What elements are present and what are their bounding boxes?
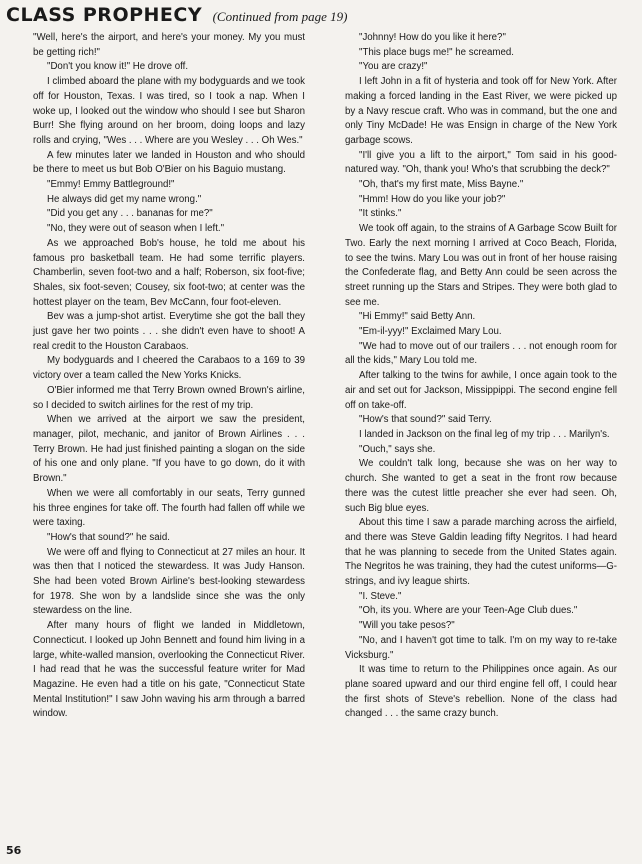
paragraph: "Don't you know it!" He drove off. (47, 61, 189, 73)
paragraph: "Johnny! How do you like it here?" (359, 32, 506, 43)
paragraph: "Oh, its you. Where are your Teen-Age Club dues." (359, 605, 578, 617)
paragraph: "Em-il-yyy!" Exclaimed Mary Lou. (359, 326, 502, 338)
paragraph: After many hours of flight we landed in Middletown, Connecticut. I looked up John Bennett and found him living in a large, white-walled mansion, overlooking the Connecticut River. I had read that he was the successful feature writer for Mad Magazine. He even had a title on his gate, "Connecticut State Mental Institution!" I saw John waving his arm through a barred window. (33, 620, 305, 720)
paragraph: A few minutes later we landed in Houston and who should be there to meet us but Bob O'Bier on his Baguio mustang. (33, 149, 305, 176)
paragraph: O'Bier informed me that Terry Brown owned Brown's airline, so I decided to switch airlines for the rest of my trip. (33, 384, 305, 411)
paragraph: It was time to return to the Philippines once again. As our plane soared upward and our third engine fell off, I could hear the first shots of Steve's rebellion. None of the class had changed . . . the same crazy bunch. (345, 664, 617, 720)
paragraph: When we arrived at the airport we saw the president, manager, pilot, mechanic, and janitor of Brown Airlines . . . Terry Brown. He had just finished painting a slogan on the side of his one and only plane. "If you have to go down, do it with Brown." (33, 414, 305, 485)
paragraph: "I'll give you a lift to the airport," Tom said in his good-natured way. "Oh, thank you! Who's that scrubbing the deck?" (345, 149, 617, 176)
paragraph: As we approached Bob's house, he told me about his famous pro basketball team. He had some terrific players. Chamberlin, seven foot-two and a half; Roberson, six foot-five; Shales, six foot-seven; Cousey, six foot-two; at center was the hottest player on the team, Bev McCann, four foot-eleven. (33, 237, 305, 308)
paragraph: "Did you get any . . . bananas for me?" (47, 208, 213, 220)
paragraph: "How's that sound?" said Terry. (359, 414, 492, 426)
paragraph: After talking to the twins for awhile, I once again took to the air and set out for Jackson, Missippippi. The second engine fell off on take-off. (345, 370, 617, 411)
paragraph: About this time I saw a parade marching across the airfield, and there was Steve Galdin leading fifty Negritos. I had heard that he was planning to secede from the United States again. The Negritos he was training, they had the cutest uniforms—G-strings, and ivy league shirts. (345, 517, 617, 588)
paragraph: When we were all comfortably in our seats, Terry gunned his three engines for take off. The fourth had fallen off while we were taxing. (33, 487, 305, 529)
paragraph: "Will you take pesos?" (359, 620, 455, 632)
paragraph: "Ouch," says she. (359, 443, 436, 455)
left-column (33, 31, 305, 722)
paragraph: "You are crazy!" (359, 61, 428, 73)
paragraph: "Oh, that's my first mate, Miss Bayne." (359, 179, 524, 191)
page-header (6, 4, 347, 26)
page-title: CLASS PROPHECY (6, 4, 203, 26)
paragraph: We took off again, to the strains of A Garbage Scow Built for Two. Early the next morning I arrived at Coco Beach, Florida, to see the twins. Mary Lou was out in front of her house raising the Confederate flag, and Betty Ann could be seen across the street running up the Stars and Stripes. They were both glad to see me. (345, 223, 617, 308)
paragraph: "This place bugs me!" he screamed. (359, 46, 514, 58)
paragraph: I landed in Jackson on the final leg of my trip . . . Marilyn's. (359, 428, 610, 440)
paragraph: "We had to move out of our trailers . . . not enough room for all the kids," Mary Lou told me. (345, 340, 617, 367)
paragraph: "No, they were out of season when I left." (47, 223, 225, 235)
paragraph: I climbed aboard the plane with my bodyguards and we took off for Houston, Texas. I was tired, so I took a nap. When I woke up, I looked out the window who should I see but Sharon Burr! She flying around on her broom, doing loops and lazy rolls and crying, "Wes . . . Where are you Wesley . . . Oh Wes." (33, 76, 305, 146)
paragraph: "Hmm! How do you like your job?" (359, 193, 506, 205)
paragraph: "Well, here's the airport, and here's your money. My you must be getting rich!" (33, 32, 305, 58)
paragraph: He always did get my name wrong." (47, 193, 202, 205)
paragraph: "It stinks." (359, 208, 402, 220)
continued-note: (Continued from page 19) (212, 9, 348, 24)
paragraph: "I. Steve." (359, 590, 402, 602)
paragraph: We couldn't talk long, because she was on her way to church. She wanted to get a seat in the front row because there was the cutest little preacher she ever had seen. Oh, such Big blue eyes. (345, 458, 617, 514)
right-column (345, 31, 617, 722)
paragraph: We were off and flying to Connecticut at 27 miles an hour. It was then that I noticed the stewardess. It was Judy Hanson. She had been voted Brown Airline's best-looking stewardess for 1978. She won by a landslide since she was the only stewardess on the line. (33, 546, 305, 617)
page-number: 56 (6, 844, 22, 857)
paragraph: "No, and I haven't got time to talk. I'm on my way to re-take Vicksburg." (345, 634, 617, 661)
paragraph: "Emmy! Emmy Battleground!" (47, 179, 175, 191)
paragraph: Bev was a jump-shot artist. Everytime she got the ball they just gave her two points . . . she didn't even have to shoot! A real credit to the Houston Carabaos. (33, 311, 305, 352)
paragraph: "How's that sound?" he said. (47, 531, 170, 543)
paragraph: My bodyguards and I cheered the Carabaos to a 169 to 39 victory over a team called the New Yorks Knicks. (33, 355, 305, 382)
paragraph: I left John in a fit of hysteria and took off for New York. After making a forced landing in the East River, we were picked up by a Navy rescue craft. Who was in command, but the one and only Tiny McDade! He was Ensign in charge of the New York garbage scows. (345, 76, 617, 146)
paragraph: "Hi Emmy!" said Betty Ann. (359, 311, 476, 323)
